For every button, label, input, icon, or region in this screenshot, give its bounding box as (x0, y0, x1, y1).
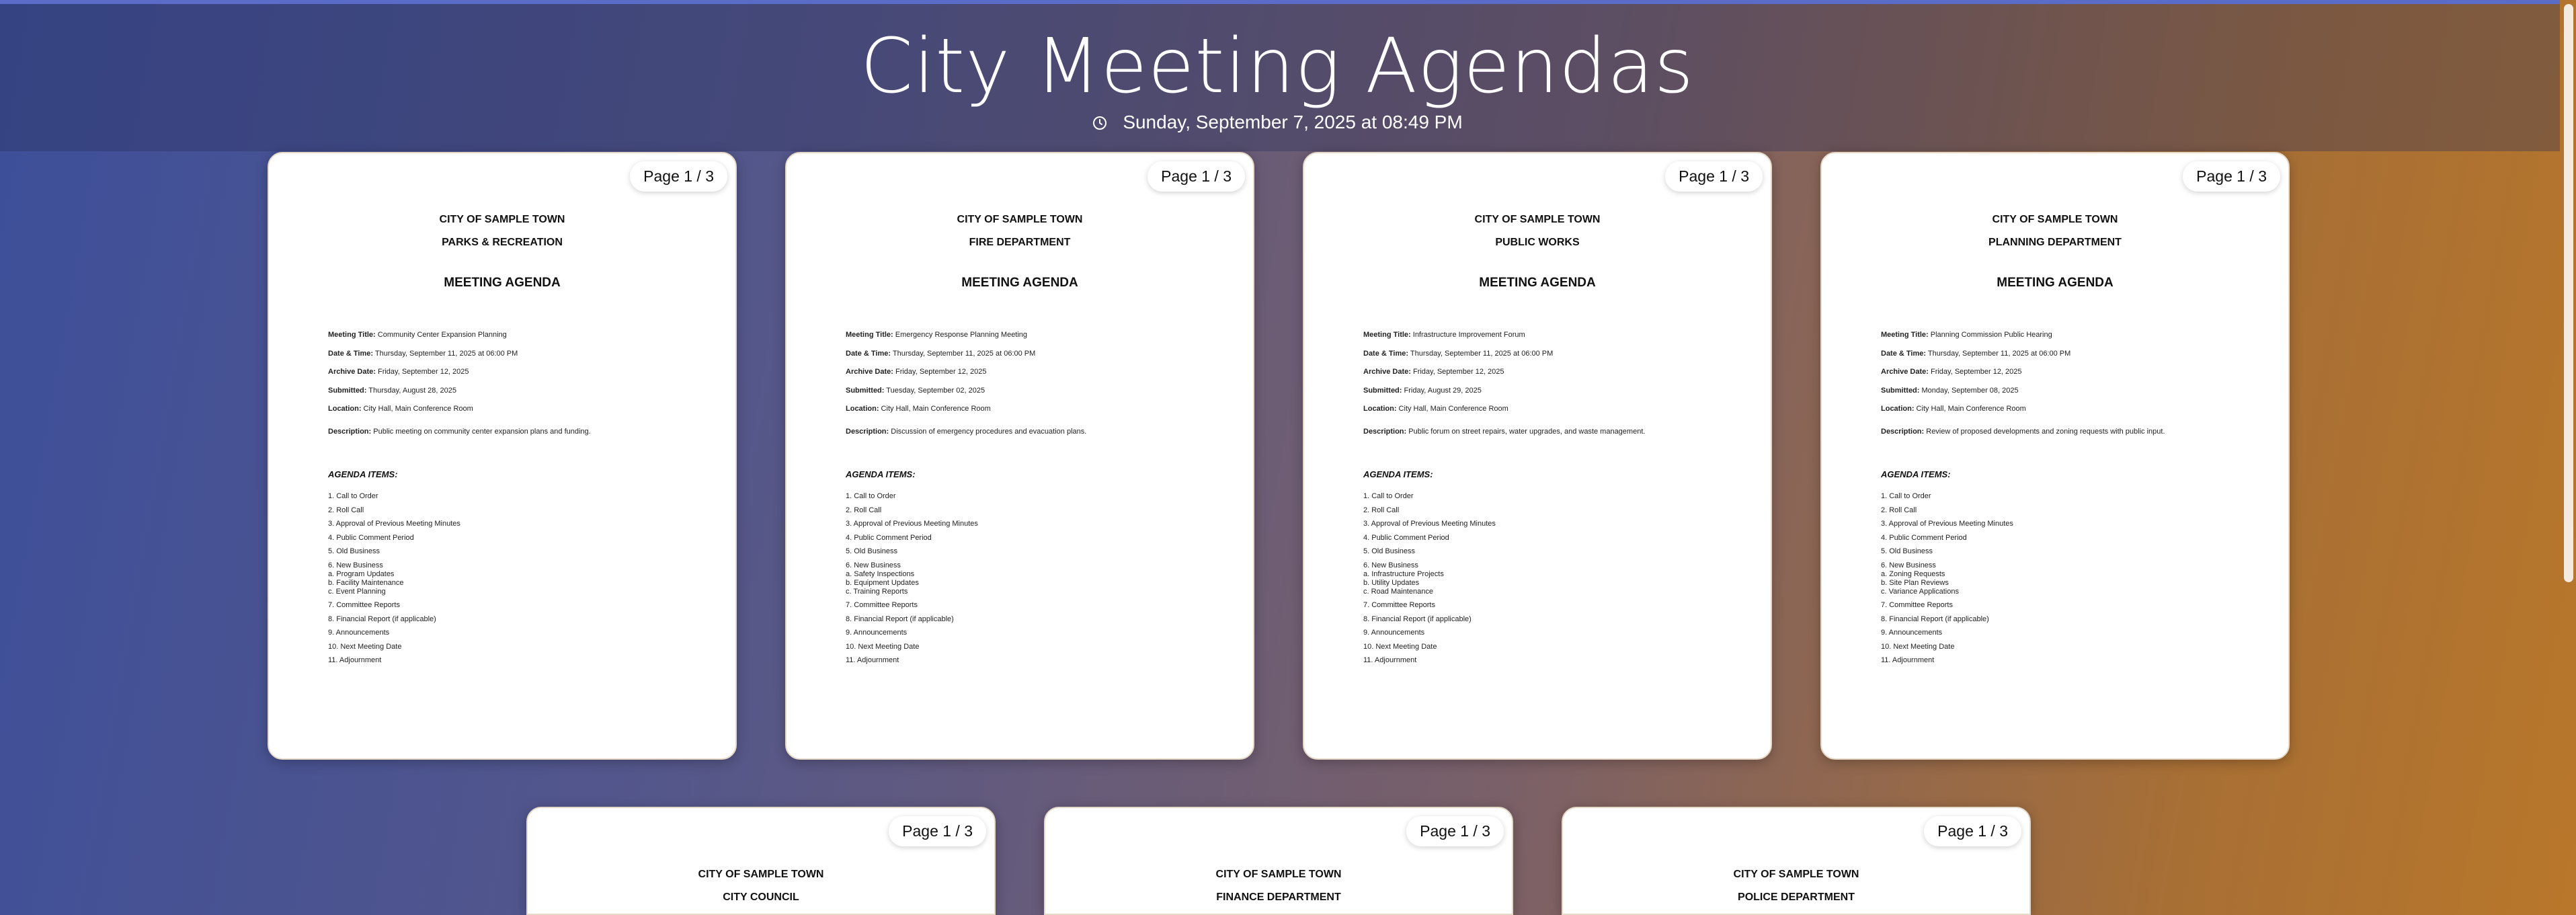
meeting-date-time (328, 350, 725, 368)
page-indicator: Page 1 / 3 (1148, 161, 1245, 192)
agenda-item: 7. Committee Reports (328, 601, 400, 609)
agenda-subitem: c. Event Planning (328, 587, 386, 596)
description-label: Description: (846, 428, 889, 436)
agenda-document (269, 153, 735, 758)
agenda-item: 6. New Business (846, 561, 901, 569)
page-indicator: Page 1 / 3 (1406, 816, 1504, 846)
meeting-date-time-value: Thursday, September 11, 2025 at 06:00 PM (891, 349, 1036, 358)
description-value: Review of proposed developments and zoning requests with public input. (1924, 428, 2165, 436)
meeting-location-label: Location: (1363, 405, 1397, 413)
submitted-date-label: Submitted: (846, 386, 885, 395)
submitted-date (846, 387, 1242, 405)
meeting-location-label: Location: (1881, 405, 1915, 413)
agenda-item: 8. Financial Report (if applicable) (1881, 614, 1989, 623)
page-indicator: Page 1 / 3 (2183, 161, 2280, 192)
meeting-title-value: Planning Commission Public Hearing (1928, 331, 2052, 339)
meeting-description (328, 428, 725, 436)
meeting-details (1881, 331, 2278, 424)
submitted-date-value: Friday, August 29, 2025 (1402, 386, 1482, 395)
agenda-item: 3. Approval of Previous Meeting Minutes (1363, 520, 1496, 528)
description-label: Description: (1363, 428, 1407, 436)
agenda-subitem: c. Road Maintenance (1363, 587, 1433, 596)
submitted-date-value: Tuesday, September 02, 2025 (884, 386, 985, 395)
agenda-subitem: a. Infrastructure Projects (1363, 569, 1444, 578)
agenda-subitem: b. Utility Updates (1363, 578, 1420, 587)
archive-date-value: Friday, September 12, 2025 (375, 368, 469, 376)
archive-date-value: Friday, September 12, 2025 (1928, 368, 2022, 376)
agenda-items-list (1363, 492, 1760, 670)
description-value: Public forum on street repairs, water upgrades, and waste management. (1406, 428, 1646, 436)
agenda-heading: MEETING AGENDA (961, 276, 1078, 290)
submitted-date-value: Monday, September 08, 2025 (1919, 386, 2019, 395)
agenda-card[interactable] (785, 152, 1254, 760)
meeting-title (846, 331, 1242, 350)
agenda-subitem: a. Safety Inspections (846, 569, 915, 578)
agenda-item: 3. Approval of Previous Meeting Minutes (846, 520, 978, 528)
meeting-title (1881, 331, 2278, 350)
agenda-card[interactable] (1303, 152, 1772, 760)
meeting-description (1881, 428, 2278, 436)
meeting-date-time-label: Date & Time: (846, 349, 891, 358)
city-name: CITY OF SAMPLE TOWN (439, 214, 565, 225)
city-name: CITY OF SAMPLE TOWN (1215, 869, 1342, 880)
agenda-item: 10. Next Meeting Date (328, 642, 402, 651)
agenda-card[interactable] (526, 807, 996, 915)
agenda-item: 9. Announcements (328, 629, 390, 637)
agenda-subitem: c. Training Reports (846, 587, 908, 596)
city-name: CITY OF SAMPLE TOWN (957, 214, 1083, 225)
agenda-item: 3. Approval of Previous Meeting Minutes (328, 520, 460, 528)
agenda-item: 6. New Business (328, 561, 383, 569)
page-title: City Meeting Agendas (860, 23, 1695, 110)
department-name: FINANCE DEPARTMENT (1216, 891, 1341, 903)
agenda-item: 3. Approval of Previous Meeting Minutes (1881, 520, 2013, 528)
meeting-title (1363, 331, 1760, 350)
agenda-subitem: b. Facility Maintenance (328, 578, 404, 587)
agenda-subitem: c. Variance Applications (1881, 587, 1959, 596)
agenda-item: 1. Call to Order (846, 492, 896, 500)
agenda-item: 11. Adjournment (328, 656, 382, 664)
agenda-document (1822, 153, 2288, 758)
archive-date-value: Friday, September 12, 2025 (893, 368, 987, 376)
city-name: CITY OF SAMPLE TOWN (1474, 214, 1601, 225)
description-label: Description: (328, 428, 372, 436)
agenda-item: 6. New Business (1363, 561, 1418, 569)
submitted-date-label: Submitted: (1363, 386, 1402, 395)
description-label: Description: (1881, 428, 1925, 436)
clock-icon (1092, 114, 1108, 130)
meeting-date-time (846, 350, 1242, 368)
meeting-title-value: Emergency Response Planning Meeting (893, 331, 1028, 339)
archive-date-value: Friday, September 12, 2025 (1410, 368, 1504, 376)
archive-date (328, 368, 725, 387)
meeting-location-label: Location: (846, 405, 879, 413)
agenda-item: 7. Committee Reports (1363, 601, 1435, 609)
archive-date (1881, 368, 2278, 387)
archive-date-label: Archive Date: (328, 368, 376, 376)
city-name: CITY OF SAMPLE TOWN (1733, 869, 1859, 880)
city-name: CITY OF SAMPLE TOWN (698, 869, 824, 880)
agenda-item: 9. Announcements (846, 629, 908, 637)
meeting-title-label: Meeting Title: (328, 331, 376, 339)
meeting-title-label: Meeting Title: (1363, 331, 1411, 339)
department-name: PARKS & RECREATION (442, 237, 563, 248)
meeting-location-value: City Hall, Main Conference Room (1396, 405, 1508, 413)
agenda-item: 9. Announcements (1363, 629, 1425, 637)
meeting-date-time-value: Thursday, September 11, 2025 at 06:00 PM (373, 349, 518, 358)
department-name: PLANNING DEPARTMENT (1988, 237, 2122, 248)
scrollbar-thumb[interactable] (2564, 4, 2573, 582)
archive-date-label: Archive Date: (846, 368, 893, 376)
meeting-date-time-label: Date & Time: (1881, 349, 1927, 358)
description-value: Public meeting on community center expansion plans and funding. (371, 428, 591, 436)
meeting-details (846, 331, 1242, 424)
agenda-card[interactable] (268, 152, 737, 760)
agenda-item: 1. Call to Order (1881, 492, 1931, 500)
agenda-document (787, 153, 1253, 758)
meeting-location (328, 405, 725, 424)
agenda-item: 8. Financial Report (if applicable) (846, 614, 954, 623)
agenda-subitem: b. Site Plan Reviews (1881, 578, 1949, 587)
agenda-item: 2. Roll Call (846, 506, 882, 514)
page-indicator: Page 1 / 3 (889, 816, 986, 846)
agenda-item: 2. Roll Call (1363, 506, 1400, 514)
submitted-date (1881, 387, 2278, 405)
agenda-items-heading: AGENDA ITEMS: (1363, 469, 1433, 479)
agenda-item: 2. Roll Call (328, 506, 364, 514)
agenda-items-heading: AGENDA ITEMS: (328, 469, 398, 479)
meeting-location (846, 405, 1242, 424)
meeting-title-label: Meeting Title: (1881, 331, 1929, 339)
department-name: FIRE DEPARTMENT (969, 237, 1071, 248)
meeting-title-label: Meeting Title: (846, 331, 893, 339)
agenda-heading: MEETING AGENDA (1997, 276, 2114, 290)
agenda-items-heading: AGENDA ITEMS: (1881, 469, 1951, 479)
department-name: CITY COUNCIL (723, 891, 799, 903)
meeting-location-label: Location: (328, 405, 362, 413)
agenda-items-list (1881, 492, 2278, 670)
meeting-location-value: City Hall, Main Conference Room (1914, 405, 2026, 413)
archive-date (1363, 368, 1760, 387)
meeting-title (328, 331, 725, 350)
agenda-item: 4. Public Comment Period (846, 533, 932, 542)
agenda-item: 6. New Business (1881, 561, 1936, 569)
meeting-details (328, 331, 725, 424)
submitted-date-label: Submitted: (328, 386, 367, 395)
submitted-date (328, 387, 725, 405)
meeting-date-time-value: Thursday, September 11, 2025 at 06:00 PM (1408, 349, 1554, 358)
agenda-item: 10. Next Meeting Date (846, 642, 920, 651)
agenda-item: 4. Public Comment Period (328, 533, 414, 542)
archive-date (846, 368, 1242, 387)
agenda-item: 7. Committee Reports (1881, 601, 1953, 609)
meeting-title-value: Community Center Expansion Planning (375, 331, 507, 339)
agenda-item: 5. Old Business (328, 547, 380, 555)
description-value: Discussion of emergency procedures and evacuation plans. (889, 428, 1087, 436)
meeting-date-time-value: Thursday, September 11, 2025 at 06:00 PM (1926, 349, 2071, 358)
meeting-date-time-label: Date & Time: (328, 349, 374, 358)
agenda-heading: MEETING AGENDA (444, 276, 561, 290)
archive-date-label: Archive Date: (1363, 368, 1411, 376)
agenda-item: 7. Committee Reports (846, 601, 918, 609)
agenda-item: 5. Old Business (1881, 547, 1933, 555)
page-indicator: Page 1 / 3 (1924, 816, 2021, 846)
department-name: PUBLIC WORKS (1495, 237, 1580, 248)
page-indicator: Page 1 / 3 (1665, 161, 1763, 192)
agenda-item: 11. Adjournment (846, 656, 899, 664)
agenda-subitem: a. Zoning Requests (1881, 569, 1945, 578)
agenda-items-heading: AGENDA ITEMS: (846, 469, 916, 479)
agenda-item: 4. Public Comment Period (1363, 533, 1449, 542)
agenda-item: 2. Roll Call (1881, 506, 1917, 514)
agenda-item: 1. Call to Order (328, 492, 378, 500)
agenda-item: 11. Adjournment (1363, 656, 1417, 664)
meeting-location (1881, 405, 2278, 424)
archive-date-label: Archive Date: (1881, 368, 1929, 376)
agenda-card[interactable] (1044, 807, 1513, 915)
agenda-heading: MEETING AGENDA (1479, 276, 1596, 290)
meeting-date-time-label: Date & Time: (1363, 349, 1409, 358)
agenda-item: 5. Old Business (1363, 547, 1416, 555)
city-name: CITY OF SAMPLE TOWN (1992, 214, 2118, 225)
meeting-location (1363, 405, 1760, 424)
page-indicator: Page 1 / 3 (630, 161, 727, 192)
agenda-item: 8. Financial Report (if applicable) (1363, 614, 1472, 623)
current-datetime (0, 112, 2554, 133)
agenda-subitem: b. Equipment Updates (846, 578, 919, 587)
agenda-item: 10. Next Meeting Date (1363, 642, 1437, 651)
agenda-item: 4. Public Comment Period (1881, 533, 1967, 542)
agenda-subitem: a. Program Updates (328, 569, 395, 578)
agenda-items-list (846, 492, 1242, 670)
agenda-item: 11. Adjournment (1881, 656, 1935, 664)
meeting-description (1363, 428, 1760, 436)
meeting-date-time (1363, 350, 1760, 368)
meeting-details (1363, 331, 1760, 424)
agenda-card[interactable] (1562, 807, 2031, 915)
submitted-date-label: Submitted: (1881, 386, 1920, 395)
meeting-location-value: City Hall, Main Conference Room (361, 405, 473, 413)
agenda-items-list (328, 492, 725, 670)
department-name: POLICE DEPARTMENT (1738, 891, 1855, 903)
meeting-location-value: City Hall, Main Conference Room (879, 405, 991, 413)
agenda-document (1304, 153, 1771, 758)
agenda-item: 5. Old Business (846, 547, 898, 555)
datetime-text: Sunday, September 7, 2025 at 08:49 PM (1123, 112, 1463, 132)
meeting-description (846, 428, 1242, 436)
meeting-title-value: Infrastructure Improvement Forum (1410, 331, 1525, 339)
agenda-item: 1. Call to Order (1363, 492, 1414, 500)
page-header (0, 0, 2560, 151)
meeting-date-time (1881, 350, 2278, 368)
submitted-date (1363, 387, 1760, 405)
agenda-item: 8. Financial Report (if applicable) (328, 614, 436, 623)
submitted-date-value: Thursday, August 28, 2025 (366, 386, 456, 395)
agenda-item: 10. Next Meeting Date (1881, 642, 1955, 651)
agenda-card[interactable] (1820, 152, 2290, 760)
agenda-item: 9. Announcements (1881, 629, 1943, 637)
